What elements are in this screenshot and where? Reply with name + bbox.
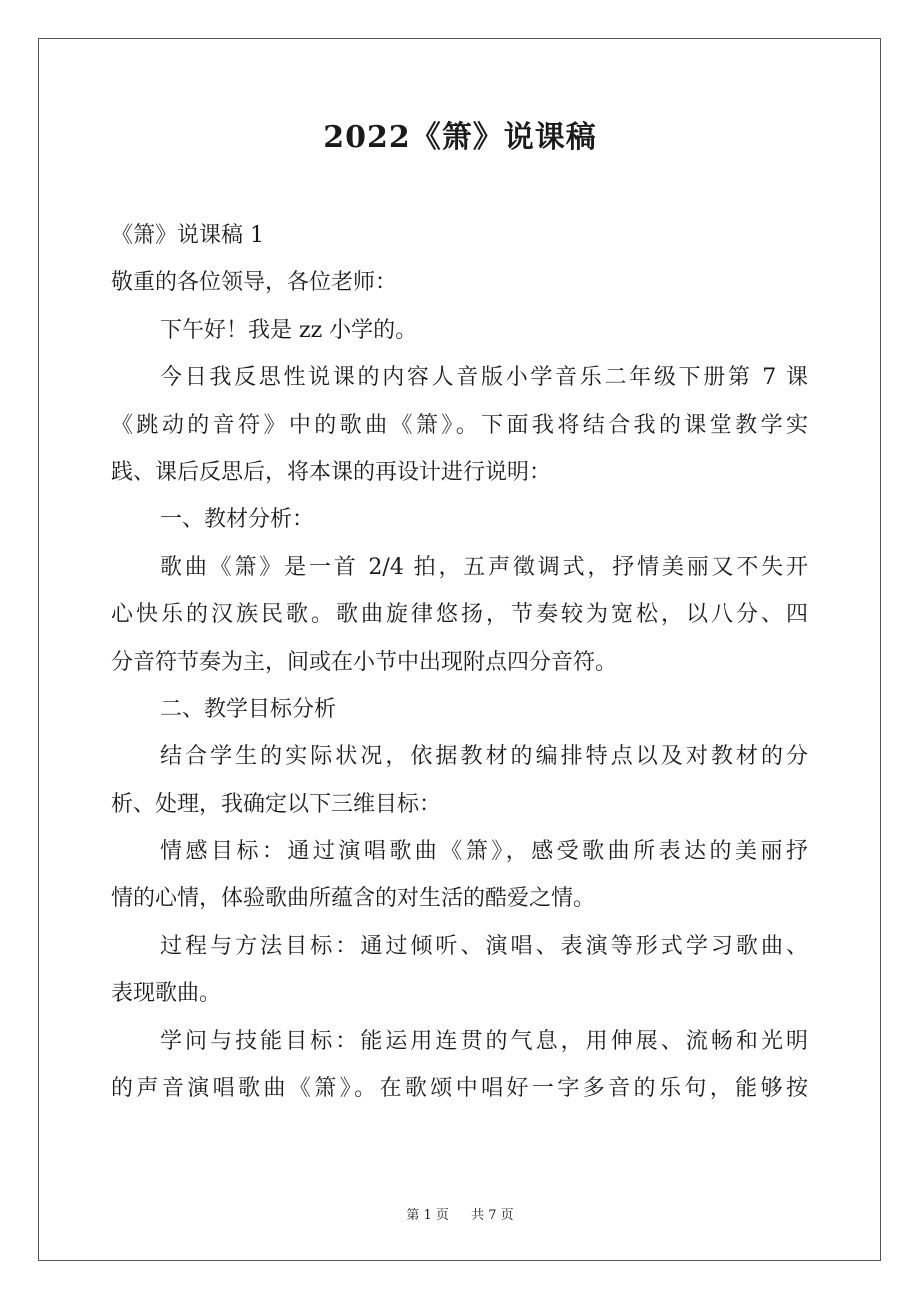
- paragraph-line: 践、课后反思后，将本课的再设计进行说明：: [111, 459, 552, 485]
- paragraph-line: 歌曲《箫》是一首 2/4 拍，五声徵调式，抒情美丽又不失开: [160, 554, 808, 580]
- page-number: 第 1 页: [406, 1208, 449, 1223]
- paragraph-line: 心快乐的汉族民歌。歌曲旋律悠扬，节奏较为宽松，以八分、四: [111, 602, 808, 628]
- paragraph-line: 学问与技能目标：能运用连贯的气息，用伸展、流畅和光明: [160, 1028, 808, 1054]
- paragraph-line: 的声音演唱歌曲《箫》。在歌颂中唱好一字多音的乐句，能够按: [111, 1076, 808, 1102]
- paragraph-line: 下午好！我是 zz 小学的。: [160, 317, 418, 343]
- document-title: 2022《箫》说课稿: [323, 120, 597, 155]
- paragraph-line: 分音符节奏为主，间或在小节中出现附点四分音符。: [111, 649, 618, 675]
- paragraph-line: 情的心情，体验歌曲所蕴含的对生活的酷爱之情。: [111, 886, 596, 912]
- document-body: [111, 212, 808, 1112]
- page-footer: [0, 1206, 920, 1226]
- paragraph-line: 今日我反思性说课的内容人音版小学音乐二年级下册第 7 课: [160, 365, 808, 391]
- paragraph-line: 过程与方法目标：通过倾听、演唱、表演等形式学习歌曲、: [160, 933, 808, 959]
- section-heading: 《箫》说课稿 1: [111, 223, 264, 248]
- paragraph-line: 表现歌曲。: [111, 981, 222, 1007]
- subheading: 二、教学目标分析: [160, 696, 337, 722]
- paragraph-line: 结合学生的实际状况，依据教材的编排特点以及对教材的分: [160, 744, 808, 770]
- paragraph-line: 《跳动的音符》中的歌曲《箫》。下面我将结合我的课堂教学实: [111, 412, 808, 438]
- paragraph-line: 析、处理，我确定以下三维目标：: [111, 791, 442, 817]
- page-total: 共 7 页: [471, 1208, 514, 1223]
- paragraph-line: 情感目标：通过演唱歌曲《箫》，感受歌曲所表达的美丽抒: [160, 839, 808, 865]
- salutation: 敬重的各位领导，各位老师：: [111, 270, 398, 296]
- subheading: 一、教材分析：: [160, 507, 315, 533]
